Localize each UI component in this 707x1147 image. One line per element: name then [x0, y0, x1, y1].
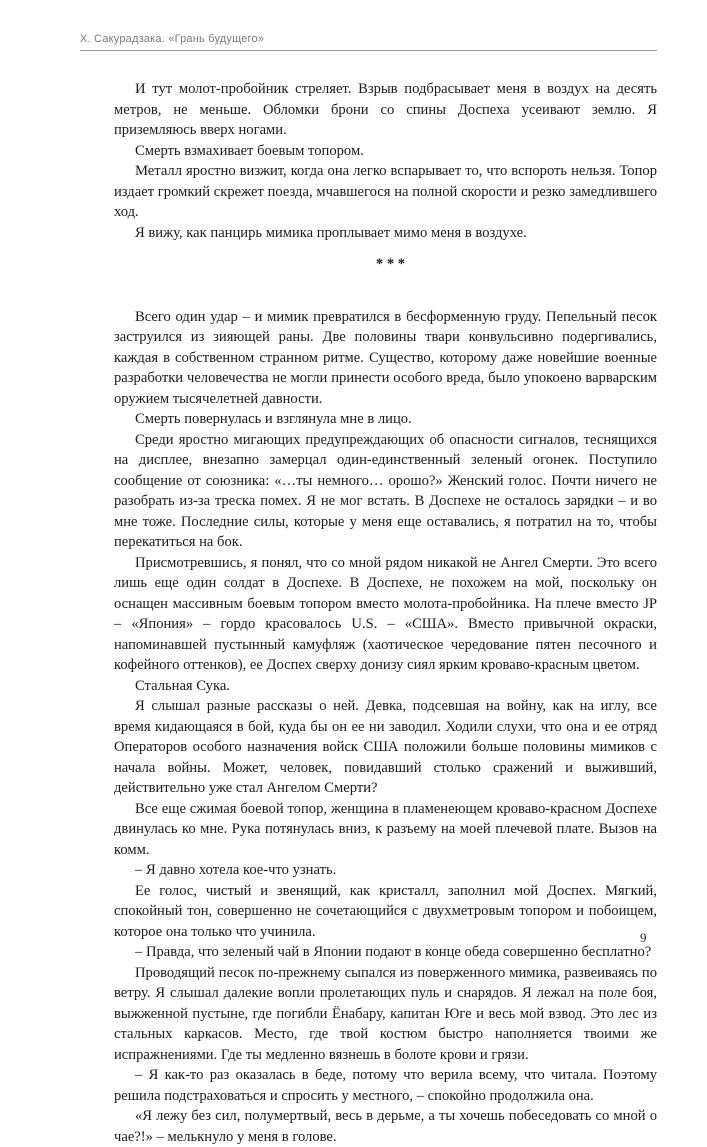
paragraph: – Я как-то раз оказалась в беде, потому что верила всему, что читала. Поэтому решила подстраховаться и спросить у местного, – спокойно продолжила она.: [114, 1067, 657, 1104]
paragraph: Я вижу, как панцирь мимика проплывает мимо меня в воздухе.: [135, 224, 527, 241]
page-number: 9: [640, 930, 647, 945]
paragraph: Я слышал разные рассказы о ней. Девка, подсевшая на войну, как на иглу, все время кидающаяся в бой, куда бы он ее ни заводил. Ходили слухи, что она и ее отряд Операторов особого назначения войск США положили больше половины мимиков с начала войны. Может, человек, повидавший столько сражений и выживший, действительно уже стал Ангелом Смерти?: [114, 698, 657, 796]
section-break: * * *: [375, 256, 406, 272]
paragraph: – Я давно хотела кое-что узнать.: [135, 862, 337, 878]
paragraph: – Правда, что зеленый чай в Японии подают в конце обеда совершенно бесплатно?: [135, 944, 652, 960]
paragraph: Присмотревшись, я понял, что со мной рядом никакой не Ангел Смерти. Это всего лишь еще один солдат в Доспехе. В Доспехе, не похожем на мой, поскольку он оснащен массивным боевым топором вместо молота-пробойника. На плече вместо JP – «Япония» – гордо красовалось U.S. – «США». Вместо привычной окраски, напоминавшей пустынный камуфляж (хаотическое чередование пятен песочного и кофейного оттенков), ее Доспех сверху донизу сиял ярким кроваво-красным цветом.: [114, 554, 657, 673]
running-header: [80, 33, 657, 51]
paragraph: И тут молот-пробойник стреляет. Взрыв подбрасывает меня в воздух на десять метров, не меньше. Обломки брони со спины Доспеха усеивают землю. Я приземляюсь вверх ногами.: [114, 81, 657, 138]
paragraph: Всего один удар – и мимик превратился в бесформенную груду. Пепельный песок заструился из зияющей раны. Две половины твари конвульсивно подергивались, каждая в собственном странном ритме. Существо, которому даже новейшие военные разработки человечества не могли принести особого вреда, было упокоено варварским оружием тысячелетней давности.: [114, 308, 657, 407]
paragraph: Смерть повернулась и взглянула мне в лицо.: [135, 411, 412, 427]
paragraph: Стальная Сука.: [135, 677, 230, 694]
body-text: [114, 79, 657, 1147]
paragraph: Металл яростно визжит, когда она легко вспарывает то, что вспороть нельзя. Топор издает громкий скрежет поезда, мчавшегося на полной скорости и резко замедлившего ход.: [114, 163, 657, 220]
paragraph: «Я лежу без сил, полумертвый, весь в дерьме, а ты хочешь побеседовать со мной о чае?!» – мелькнуло у меня в голове.: [114, 1108, 657, 1145]
paragraph: Проводящий песок по-прежнему сыпался из поверженного мимика, развеиваясь по ветру. Я слышал далекие вопли пролетающих пуль и снарядов. Я лежал на поле боя, выжженной пустыне, где погибли Ёнабару, капитан Юге и весь мой взвод. Это лес из стальных каркасов. Место, где твой костюм быстро наполняется твоими же испражнениями. Где ты медленно вязнешь в болоте крови и грязи.: [114, 964, 657, 1063]
running-title: Х. Сакурадзака. «Грань будущего»: [80, 33, 265, 45]
paragraph: Среди яростно мигающих предупреждающих об опасности сигналов, теснящихся на дисплее, внезапно замерцал один-единственный зеленый огонек. Поступило сообщение от союзника: «…ты немного… орошо?» Женский голос. Почти ничего не разобрать из-за треска помех. Я не мог встать. В Доспехе не осталось зарядки – и во мне тоже. Последние силы, которые у меня еще оставались, я потратил на то, чтобы перекатиться на бок.: [114, 431, 657, 550]
paragraph: Все еще сжимая боевой топор, женщина в пламенеющем кроваво-красном Доспехе двинулась ко мне. Рука потянулась вниз, к разъему на моей плечевой плате. Вызов на комм.: [114, 800, 657, 858]
paragraph: Смерть взмахивает боевым топором.: [135, 142, 364, 159]
paragraph: Ее голос, чистый и звенящий, как кристалл, заполнил мой Доспех. Мягкий, спокойный тон, совершенно не сочетающийся с двухметровым топором и побоищем, которое она только что учинила.: [114, 882, 657, 940]
